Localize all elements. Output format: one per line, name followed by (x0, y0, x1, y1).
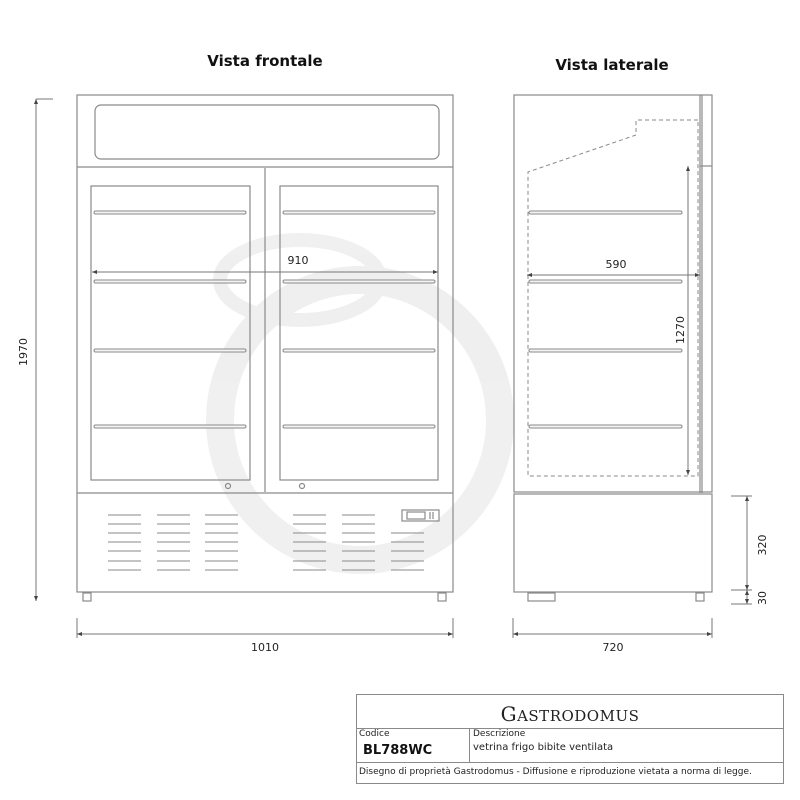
front-top-panel (95, 105, 439, 159)
side-rear-foot (696, 593, 704, 601)
copyright-notice: Disegno di proprietà Gastrodomus - Diffusione e riproduzione vietata a norma di legge. (359, 767, 752, 777)
brand-logo-initial: G (500, 702, 518, 726)
code-value: BL788WC (363, 743, 433, 758)
inner-width-label: 910 (287, 254, 309, 267)
front-left-foot (83, 593, 91, 601)
watermark-logo (220, 240, 500, 560)
total-height-label: 1970 (17, 338, 30, 366)
feet-height-label: 30 (756, 591, 769, 605)
side-base (514, 494, 712, 592)
side-upper-body (514, 95, 712, 492)
brand-logo (501, 702, 640, 726)
front-view-title: Vista frontale (207, 52, 323, 70)
side-depth-label: 720 (602, 641, 624, 654)
side-front-foot (528, 593, 555, 601)
description-value: vetrina frigo bibite ventilata (473, 742, 614, 753)
side-view-title: Vista laterale (555, 56, 669, 74)
title-block (356, 694, 784, 784)
front-right-foot (438, 593, 446, 601)
total-width-label: 1010 (251, 641, 279, 654)
inner-height-label: 1270 (674, 316, 687, 344)
description-label: Descrizione (473, 729, 526, 739)
code-label: Codice (359, 729, 390, 739)
thermostat-display-icon (402, 510, 439, 521)
inner-depth-label: 590 (605, 258, 627, 271)
base-height-label: 320 (756, 534, 769, 556)
brand-logo-text: ASTRODOMUS (517, 707, 640, 725)
brand-row (357, 695, 783, 729)
side-shelves (529, 211, 682, 428)
right-door-lock-icon (300, 484, 305, 489)
side-view (513, 95, 769, 654)
code-cell (357, 729, 470, 762)
description-cell (470, 729, 783, 762)
right-door-glass (280, 186, 438, 480)
